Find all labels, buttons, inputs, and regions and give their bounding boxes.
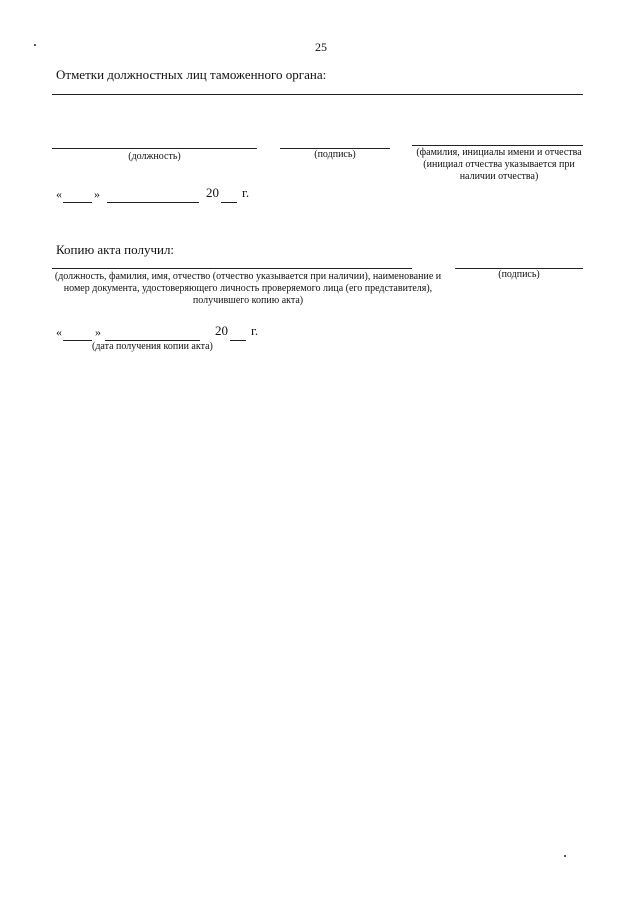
name-caption: (фамилия, инициалы имени и отчества (инициал отчества указывается при наличии отчества) [416,147,582,182]
recipient-line[interactable] [52,268,412,269]
date-year-suffix: г. [242,185,250,200]
date-year-line[interactable] [221,202,237,203]
recipient-caption: (должность, фамилия, имя, отчество (отчество указывается при наличии), наименование и номер документа, удостоверяющего личность проверяемого лица (его представителя), получившего копию акта) [54,271,442,306]
date-day-line[interactable] [63,202,92,203]
receipt-date-year-line[interactable] [230,340,246,341]
receipt-date-caption: (дата получения копии акта) [92,341,213,352]
scan-speck [564,855,566,857]
name-line[interactable] [412,145,583,146]
position-caption: (должность) [128,151,181,162]
page-number: 25 [315,40,327,54]
position-line[interactable] [52,148,257,149]
receipt-date-year-suffix: г. [251,323,259,338]
receipt-date-day-line[interactable] [63,340,92,341]
date-close-quote: » [94,187,100,201]
copy-received-heading: Копию акта получил: [56,242,175,257]
recipient-signature-caption: (подпись) [498,269,540,280]
scan-speck [34,44,36,46]
receipt-date-year-prefix: 20 [215,323,228,338]
officials-heading: Отметки должностных лиц таможенного органа: [56,67,327,82]
date-month-line[interactable] [107,202,199,203]
date-open-quote: « [56,187,62,201]
receipt-date-close-quote: » [95,325,101,339]
officials-notes-line [52,94,583,95]
date-year-prefix: 20 [206,185,219,200]
receipt-date-open-quote: « [56,325,62,339]
signature-caption: (подпись) [314,149,356,160]
